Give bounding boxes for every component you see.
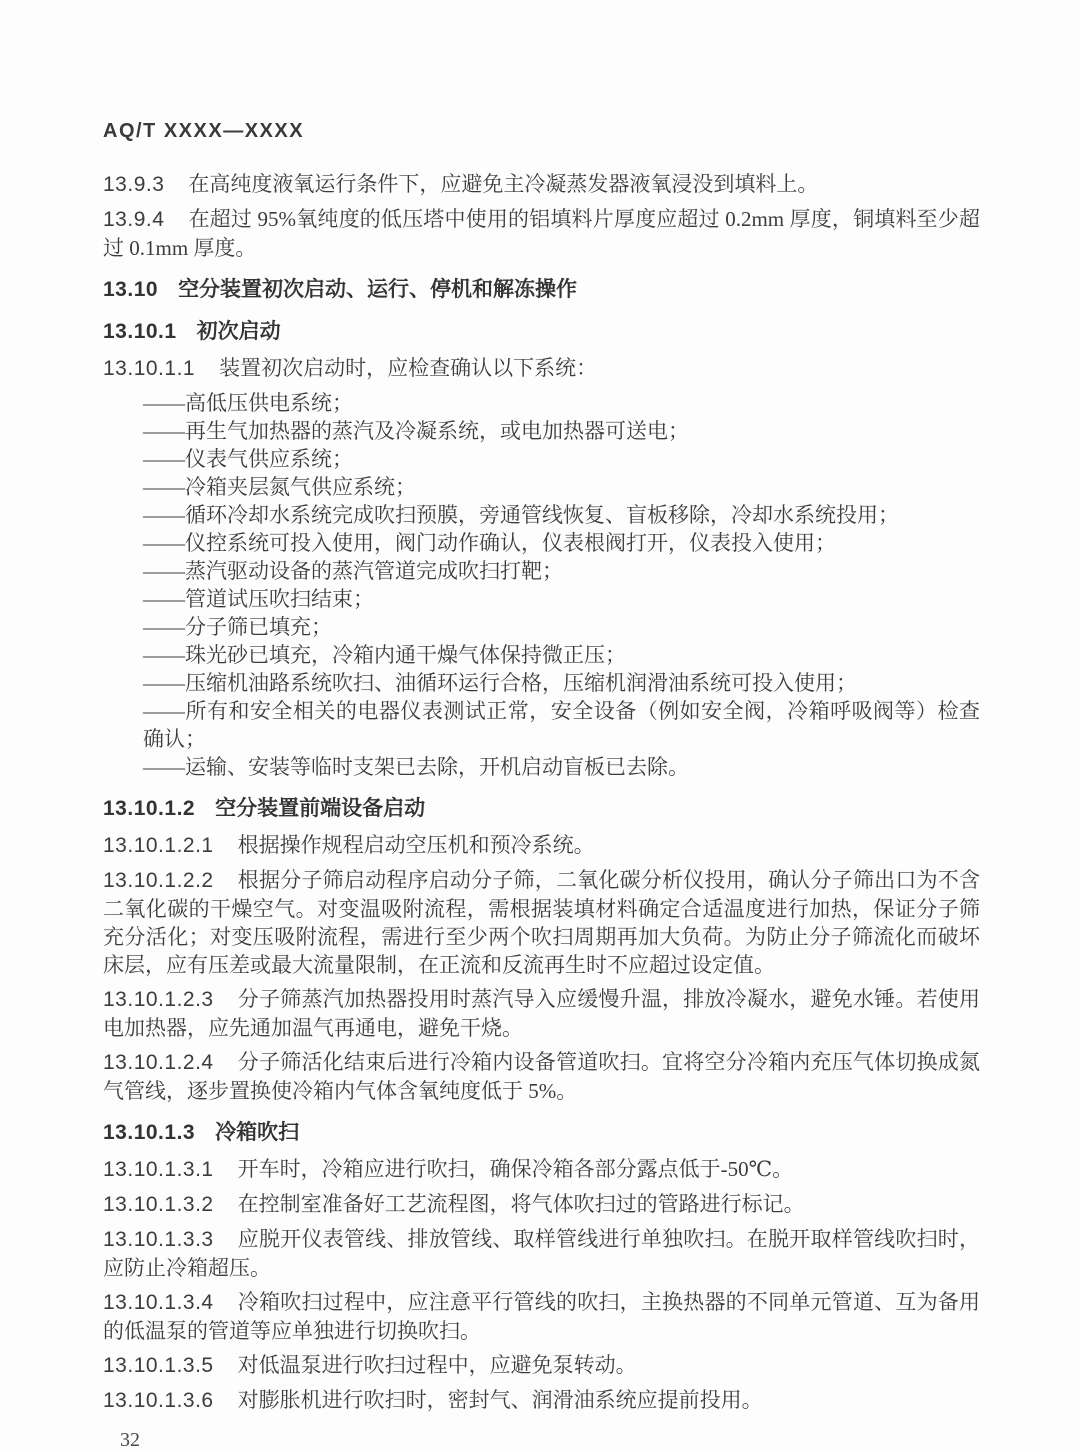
section-heading-13-10-1-3 [103, 1119, 980, 1147]
section-heading-13-10-1 [103, 318, 980, 346]
page-number: 32 [120, 1429, 140, 1450]
clause-number: 13.10.1.2.1 [103, 834, 214, 857]
dash-list-item: ——分子筛已填充； [143, 615, 332, 639]
clause-13-10-1-2-1 [103, 831, 980, 860]
clause-text: 根据操作规程启动空压机和预冷系统。 [237, 833, 595, 857]
clause-13-10-1-3-5 [103, 1351, 980, 1380]
clause-number: 13.10 [103, 278, 159, 301]
clause-number: 13.10.1.2.2 [103, 869, 214, 892]
dash-list-item: ——高低压供电系统； [143, 391, 353, 415]
clause-number: 13.10.1.3.4 [103, 1291, 214, 1314]
clause-13-10-1-3-3 [103, 1225, 980, 1282]
clause-13-10-1-3-2 [103, 1190, 980, 1219]
clause-text: 在控制室准备好工艺流程图，将气体吹扫过的管路进行标记。 [237, 1192, 805, 1216]
clause-number: 13.10.1.3.5 [103, 1354, 214, 1377]
clause-number: 13.10.1.2.3 [103, 988, 214, 1011]
clause-text: 分子筛活化结束后进行冷箱内设备管道吹扫。宜将空分冷箱内充压气体切换成氮气管线，逐步置换使冷箱内气体含氧纯度低于 5%。 [103, 1050, 980, 1103]
dash-list-item: ——运输、安装等临时支架已去除，开机启动盲板已去除。 [143, 755, 689, 779]
clause-text: 初次启动 [196, 320, 281, 343]
clause-number: 13.10.1.2 [103, 797, 196, 820]
clause-13-10-1-2-4 [103, 1048, 980, 1105]
clause-13-10-1-3-1 [103, 1155, 980, 1184]
clause-number: 13.10.1.3.3 [103, 1228, 214, 1251]
clause-text: 在超过 95%氧纯度的低压塔中使用的铝填料片厚度应超过 0.2mm 厚度，铜填料至少超过 0.1mm 厚度。 [103, 207, 980, 260]
section-heading-13-10 [103, 276, 980, 304]
dash-list-item: ——仪控系统可投入使用，阀门动作确认，仪表根阀打开，仪表投入使用； [143, 531, 836, 555]
clause-text: 装置初次启动时，应检查确认以下系统： [219, 356, 598, 380]
document-content [103, 170, 980, 1415]
clause-text: 空分装置初次启动、运行、停机和解冻操作 [178, 278, 578, 301]
clause-number: 13.10.1.1 [103, 357, 196, 380]
clause-13-9-3 [103, 170, 980, 199]
clause-13-10-1-3-4 [103, 1288, 980, 1345]
clause-13-9-4 [103, 205, 980, 262]
clause-number: 13.10.1.3.2 [103, 1193, 214, 1216]
clause-text: 冷箱吹扫过程中，应注意平行管线的吹扫，主换热器的不同单元管道、互为备用的低温泵的管道等应单独进行切换吹扫。 [103, 1290, 980, 1343]
clause-text: 应脱开仪表管线、排放管线、取样管线进行单独吹扫。在脱开取样管线吹扫时，应防止冷箱超压。 [103, 1227, 980, 1280]
dash-list-item: ——冷箱夹层氮气供应系统； [143, 475, 416, 499]
clause-text: 开车时，冷箱应进行吹扫，确保冷箱各部分露点低于-50℃。 [237, 1157, 794, 1181]
dash-list-item: ——所有和安全相关的电器仪表测试正常，安全设备（例如安全阀，冷箱呼吸阀等）检查确认； [143, 699, 980, 751]
clause-number: 13.10.1.2.4 [103, 1051, 214, 1074]
clause-number: 13.9.3 [103, 173, 165, 196]
clause-13-10-1-3-6 [103, 1386, 980, 1415]
clause-number: 13.10.1 [103, 320, 177, 343]
clause-number: 13.10.1.3.6 [103, 1389, 214, 1412]
clause-text: 空分装置前端设备启动 [215, 797, 426, 820]
clause-text: 冷箱吹扫 [215, 1121, 300, 1144]
dash-list-item: ——仪表气供应系统； [143, 447, 353, 471]
clause-number: 13.10.1.3 [103, 1121, 196, 1144]
clause-number: 13.9.4 [103, 208, 165, 231]
clause-text: 分子筛蒸汽加热器投用时蒸汽导入应缓慢升温，排放冷凝水，避免水锤。若使用电加热器，应先通加温气再通电，避免干烧。 [103, 987, 980, 1040]
section-heading-13-10-1-2 [103, 795, 980, 823]
clause-13-10-1-1 [103, 354, 980, 383]
dash-list-item: ——再生气加热器的蒸汽及冷凝系统，或电加热器可送电； [143, 419, 689, 443]
clause-text: 根据分子筛启动程序启动分子筛，二氧化碳分析仪投用，确认分子筛出口为不含二氧化碳的干燥空气。对变温吸附流程，需根据装填材料确定合适温度进行加热，保证分子筛充分活化；对变压吸附流程，需进行至少两个吹扫周期再加大负荷。为防止分子筛流化而破坏床层，应有压差或最大流量限制，在正流和反流再生时不应超过设定值。 [103, 868, 980, 977]
clause-text: 对低温泵进行吹扫过程中，应避免泵转动。 [237, 1353, 637, 1377]
clause-13-10-1-2-3 [103, 985, 980, 1042]
clause-13-10-1-2-2 [103, 866, 980, 979]
clause-text: 在高纯度液氧运行条件下，应避免主冷凝蒸发器液氧浸没到填料上。 [188, 172, 819, 196]
dash-list-item: ——珠光砂已填充，冷箱内通干燥气体保持微正压； [143, 643, 626, 667]
document-code-header: AQ/T XXXX—XXXX [103, 120, 305, 142]
clause-number: 13.10.1.3.1 [103, 1158, 214, 1181]
dash-list-item: ——循环冷却水系统完成吹扫预膜，旁通管线恢复、盲板移除，冷却水系统投用； [143, 503, 899, 527]
clause-text: 对膨胀机进行吹扫时，密封气、润滑油系统应提前投用。 [237, 1388, 763, 1412]
dash-list-item: ——管道试压吹扫结束； [143, 587, 374, 611]
dash-list-item: ——蒸汽驱动设备的蒸汽管道完成吹扫打靶； [143, 559, 563, 583]
dash-list-item: ——压缩机油路系统吹扫、油循环运行合格，压缩机润滑油系统可投入使用； [143, 671, 857, 695]
